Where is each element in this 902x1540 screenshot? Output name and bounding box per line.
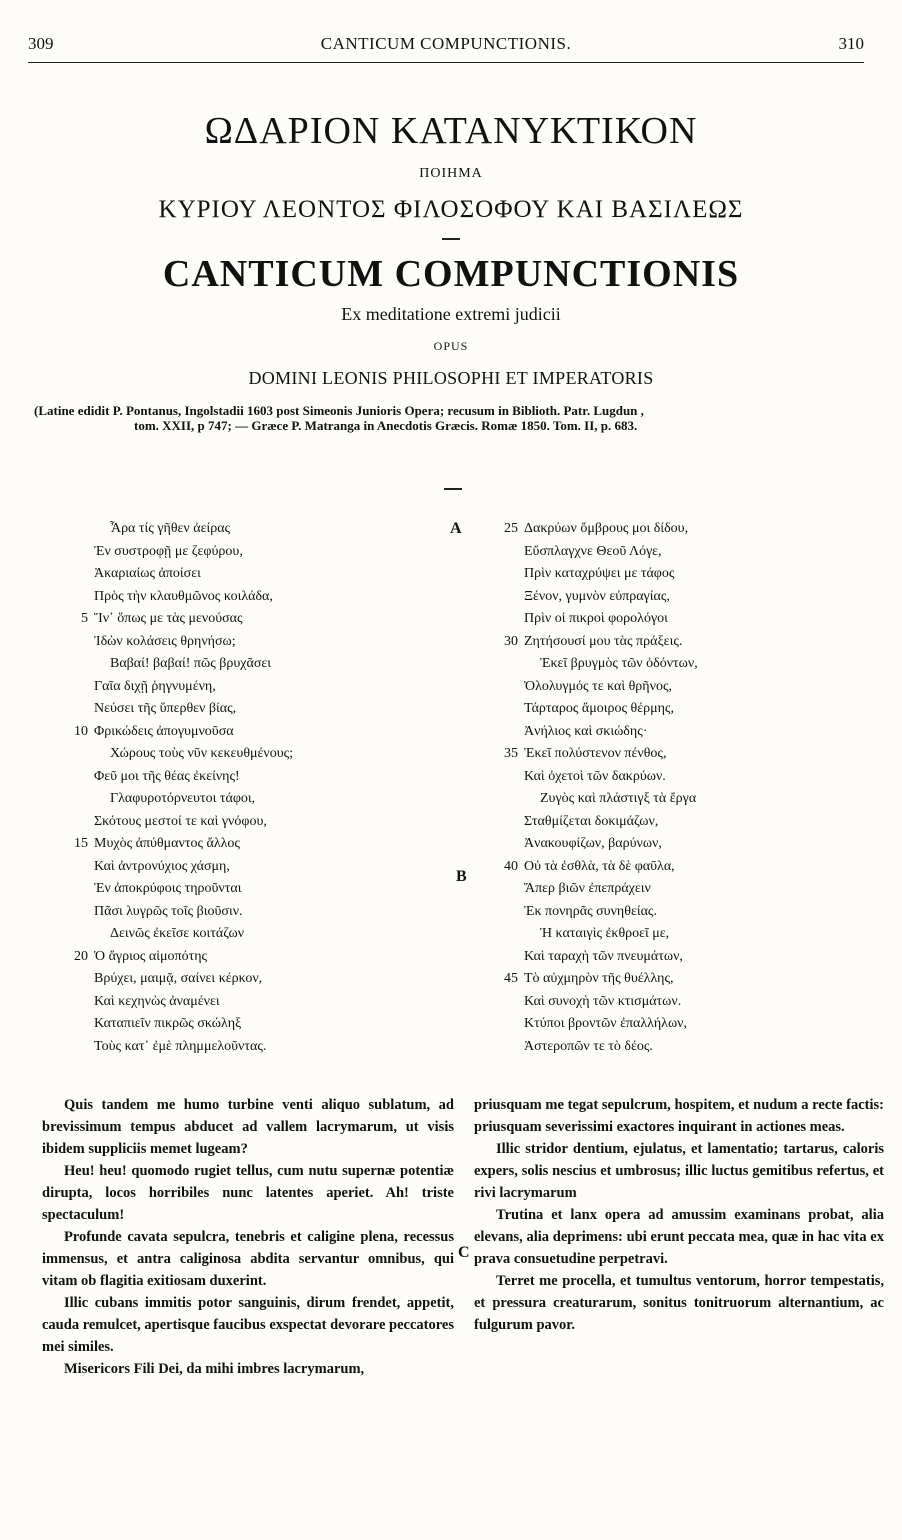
verse-text: Ἵν᾽ ὅπως με τὰς μενούσας: [94, 611, 243, 626]
verse-line: [492, 743, 872, 766]
verse-line: [492, 653, 872, 676]
verse-line: [492, 923, 872, 946]
verse-line: [492, 676, 872, 699]
header-rule: [28, 62, 864, 63]
verse-text: Τὸ αὐχμηρὸν τῆς θυέλλης,: [524, 971, 674, 986]
verse-text: Πᾶσι λυγρῶς τοῖς βιοῦσιν.: [94, 903, 243, 919]
verse-text: Ἐν ἀποκρύφοις τηροῦνται: [94, 881, 242, 896]
verse-line: [492, 608, 872, 631]
verse-line: [492, 901, 872, 924]
verse-line: [492, 1013, 872, 1036]
verse-text: Γλαφυροτόρνευτοι τάφοι,: [110, 791, 256, 806]
prose-paragraph: Misericors Fili Dei, da mihi imbres lacrymarum,: [64, 1361, 365, 1377]
latin-author: DOMINI LEONIS PHILOSOPHI ET IMPERATORIS: [248, 368, 654, 388]
verse-text: Χώρους τοὺς νῦν κεκευθμένους;: [110, 746, 294, 761]
prose-paragraph: priusquam me tegat sepulcrum, hospitem, et nudum a recte factis: priusquam severissimi exactores inquirant in actiones meas.: [474, 1097, 884, 1135]
greek-subtitle: ΠΟΙΗΜΑ: [419, 166, 483, 181]
verse-line: [62, 923, 442, 946]
verse-text: Καὶ ὀχετοὶ τῶν δακρύων.: [524, 768, 666, 784]
latin-subtitle: Ex meditatione extremi judicii: [341, 304, 561, 324]
verse-line: [492, 991, 872, 1014]
verse-line: [62, 788, 442, 811]
verse-line: [492, 1036, 872, 1059]
verse-text: Νεύσει τῆς ὕπερθεν βίας,: [94, 701, 237, 716]
running-title: CANTICUM COMPUNCTIONIS.: [320, 34, 572, 53]
verse-line: [492, 541, 872, 564]
greek-verses-left: [62, 518, 442, 1058]
greek-author: ΚΥΡΙΟΥ ΛΕΟΝΤΟΣ ΦΙΛΟΣΟΦΟΥ ΚΑΙ ΒΑΣΙΛΕΩΣ: [158, 196, 744, 223]
verse-line: [492, 721, 872, 744]
verse-text: Δεινῶς ἐκεῖσε κοιτάζων: [110, 926, 245, 941]
prose-paragraph: Profunde cavata sepulcra, tenebris et caligine plena, recessus immensus, et antra caliginosa abdita servantur omnibus, qui vitam ob flagitia exitiosam duxerint.: [42, 1229, 454, 1289]
verse-text: Ἀστεροπῶν τε τὸ δέος.: [524, 1038, 653, 1054]
verse-text: Ὁ ἄγριος αἱμοπότης: [94, 948, 208, 964]
verse-line: [492, 788, 872, 811]
prose-paragraph: Quis tandem me humo turbine venti aliquo sublatum, ad brevissimum tempus abducet ad vallem lacrymarum, ut visis ibidem suppliciis memet lugeam?: [42, 1097, 454, 1157]
verse-text: Ἐν συστροφῇ με ζεφύρου,: [94, 543, 243, 559]
verse-line: [62, 721, 442, 744]
prose-paragraph: Illic stridor dentium, ejulatus, et lamentatio; tartarus, caloris expers, solis nescius et umbrosus; illic luctus gemitibus refertus, et rivi lacrymarum: [474, 1141, 884, 1201]
verse-line: [492, 833, 872, 856]
running-head: [28, 34, 864, 56]
verse-text: Ἀνήλιος καὶ σκιώδης·: [524, 723, 648, 739]
verse-text: Οὐ τὰ ἐσθλὰ, τὰ δὲ φαῦλα,: [524, 858, 675, 874]
verse-line: [62, 563, 442, 586]
verse-text: Ἐκεῖ βρυγμὸς τῶν ὀδόντων,: [540, 656, 698, 671]
verse-text: Σκότους μεστοί τε καὶ γνόφου,: [94, 813, 267, 829]
verse-text: Ἐκεῖ πολύστενον πένθος,: [524, 746, 667, 761]
edition-note-line-1: (Latine edidit P. Pontanus, Ingolstadii 1603 post Simeonis Junioris Opera; recusum in Biblioth. Patr. Lugdun ,: [34, 403, 644, 418]
verse-text: Τάρταρος ἄμοιρος θέρμης,: [524, 701, 674, 716]
verse-line: [492, 631, 872, 654]
verse-line: [492, 518, 872, 541]
page-number-left: 309: [28, 34, 54, 53]
verse-line: [492, 968, 872, 991]
verse-text: Ἆρα τίς γῆθεν ἀείρας: [110, 521, 231, 536]
verse-text: Γαῖα διχῇ ῥηγνυμένη,: [94, 678, 216, 694]
verse-line: [62, 743, 442, 766]
verse-text: Καὶ ἀντρονύχιος χάσμη,: [94, 858, 230, 874]
prose-paragraph: Trutina et lanx opera ad amussim examinans probat, alia elevans, alia deprimens: ubi erunt peccata mea, quæ in hac vita ex prava consuetudine perpetravi.: [474, 1207, 884, 1267]
latin-title: CANTICUM COMPUNCTIONIS: [162, 253, 740, 295]
verse-text: Καὶ συνοχὴ τῶν κτισμάτων.: [524, 993, 682, 1009]
verse-text: Ζητήσουσί μου τὰς πράξεις.: [524, 633, 683, 649]
verse-line: [62, 856, 442, 879]
verse-line: [62, 766, 442, 789]
verse-line: [492, 586, 872, 609]
verse-number: 20: [74, 948, 88, 964]
verse-text: Καὶ ταραχὴ τῶν πνευμάτων,: [524, 948, 683, 964]
verse-number: 45: [504, 971, 518, 986]
verse-text: Κτύποι βροντῶν ἐπαλλήλων,: [524, 1016, 688, 1031]
margin-letter-c: C: [458, 1244, 470, 1261]
verse-line: [492, 811, 872, 834]
verse-line: [62, 676, 442, 699]
latin-prose-left: [42, 1094, 454, 1380]
margin-letter-b: B: [456, 868, 467, 885]
verse-line: [62, 901, 442, 924]
verse-text: Ἀνακουφίζων, βαρύνων,: [524, 836, 662, 851]
title-divider: [442, 238, 460, 240]
verse-text: Ὀλολυγμός τε καὶ θρῆνος,: [524, 678, 672, 694]
verse-line: [492, 878, 872, 901]
page-number-right: 310: [838, 34, 864, 53]
verse-number: 35: [504, 746, 518, 761]
verse-text: Βαβαί! βαβαί! πῶς βρυχᾶσει: [110, 656, 272, 671]
verse-text: Τοὺς κατ᾽ ἐμὲ πλημμελοῦντας.: [94, 1038, 267, 1054]
verse-line: [62, 586, 442, 609]
verse-text: Φεῦ μοι τῆς θέας ἐκείνης!: [94, 768, 240, 784]
verse-text: Καὶ κεχηνὼς ἀναμένει: [94, 993, 220, 1009]
verse-text: Σταθμίζεται δοκιμάζων,: [524, 813, 659, 829]
greek-title: ΩΔΑΡΙΟΝ ΚΑΤΑΝΥΚΤΙΚΟΝ: [204, 110, 698, 152]
verse-line: [492, 856, 872, 879]
title-block: [20, 108, 882, 433]
verse-line: [492, 698, 872, 721]
verse-text: Ἡ καταιγὶς ἐκθροεῖ με,: [540, 926, 670, 941]
prose-paragraph: Illic cubans immitis potor sanguinis, dirum frendet, appetit, cauda remulcet, apertisque faucibus exspectat devorare peccatores mei similes.: [42, 1295, 454, 1355]
margin-letter-a: A: [450, 520, 462, 537]
verse-number: 30: [504, 633, 518, 649]
verse-line: [492, 563, 872, 586]
verse-line: [62, 608, 442, 631]
verse-line: [62, 946, 442, 969]
verse-text: Πρὶν καταχρύψει με τάφος: [524, 566, 675, 581]
verse-number: 25: [504, 521, 518, 536]
verse-text: Δακρύων ὄμβρους μοι δίδου,: [524, 521, 689, 536]
verse-text: Εὔσπλαγχνε Θεοῦ Λόγε,: [524, 543, 662, 559]
verse-text: Καταπιεῖν πικρῶς σκώληξ: [94, 1016, 242, 1031]
prose-paragraph: Terret me procella, et tumultus ventorum, horror tempestatis, et pressura creaturarum, sonitus tonitruorum alternantium, ac fulgurum pavor.: [474, 1273, 884, 1333]
edition-note-line-2: tom. XXII, p 747; — Græce P. Matranga in Anecdotis Græcis. Romæ 1850. Tom. II, p. 683.: [134, 418, 638, 433]
verse-line: [62, 698, 442, 721]
edition-note: [20, 403, 882, 433]
prose-paragraph: Heu! heu! quomodo rugiet tellus, cum nutu supernæ potentiæ dirupta, locos horribiles nunc latentes aperiet. Ah! triste spectaculum!: [42, 1163, 454, 1223]
greek-verses-right: [492, 518, 872, 1058]
verse-line: [62, 518, 442, 541]
verse-text: Πρὶν οἱ πικροὶ φορολόγοι: [524, 611, 668, 626]
verse-line: [62, 653, 442, 676]
verse-number: 5: [81, 611, 88, 626]
verse-line: [492, 946, 872, 969]
verse-line: [62, 968, 442, 991]
verse-number: 10: [74, 723, 88, 739]
verse-line: [62, 991, 442, 1014]
verse-text: Ἅπερ βιῶν ἐπεπράχειν: [524, 881, 651, 896]
verse-line: [62, 811, 442, 834]
opus-label: OPUS: [433, 339, 469, 353]
verse-text: Μυχὸς ἀπύθμαντος ἄλλος: [94, 836, 240, 851]
latin-prose-right: [474, 1094, 884, 1336]
verse-line: [62, 541, 442, 564]
verse-text: Ζυγὸς καὶ πλάστιγξ τὰ ἔργα: [540, 791, 697, 806]
verse-text: Πρὸς τὴν κλαυθμῶνος κοιλάδα,: [94, 588, 273, 604]
verse-text: Ἐκ πονηρᾶς συνηθείας.: [524, 903, 657, 919]
verse-text: Βρύχει, μαιμᾷ, σαίνει κέρκον,: [94, 971, 263, 986]
verse-line: [62, 833, 442, 856]
verse-line: [62, 631, 442, 654]
verse-line: [62, 878, 442, 901]
verse-text: Ἰδὼν κολάσεις θρηνήσω;: [94, 633, 236, 649]
verse-number: 15: [74, 836, 88, 851]
verse-line: [62, 1013, 442, 1036]
verse-number: 40: [504, 858, 518, 874]
section-divider: [444, 488, 462, 490]
verse-text: Ἀκαριαίως ἀποίσει: [94, 566, 201, 581]
verse-text: Ξένον, γυμνὸν εὐπραγίας,: [524, 588, 670, 604]
verse-line: [492, 766, 872, 789]
verse-text: Φρικώδεις ἀπογυμνοῦσα: [94, 723, 234, 739]
verse-line: [62, 1036, 442, 1059]
